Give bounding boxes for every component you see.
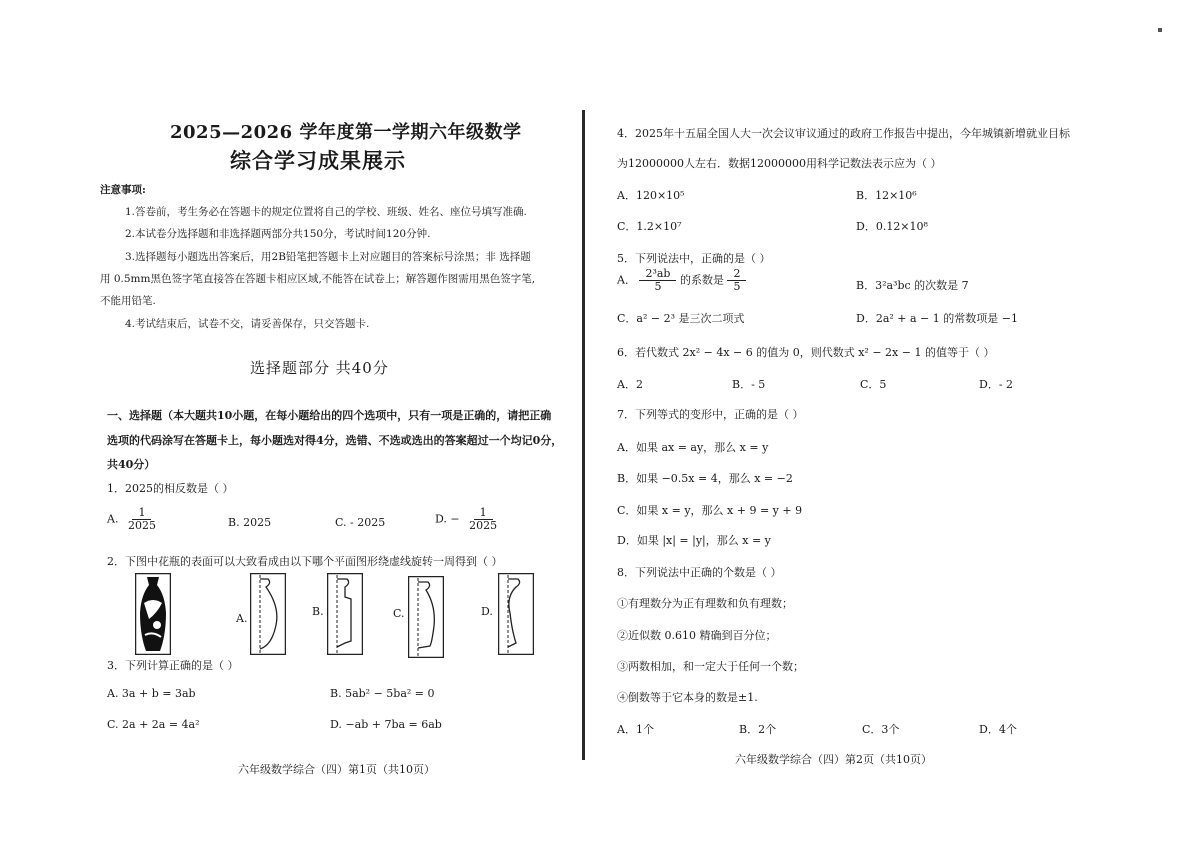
exam-subtitle: 综合学习成果展示 — [230, 149, 406, 173]
page-2 — [612, 0, 1082, 847]
q4-option-c: C．1.2×10⁷ — [617, 220, 682, 233]
q8-option-d: D．4个 — [979, 723, 1017, 736]
half-vase-a-icon — [250, 573, 286, 655]
q8-option-c: C．3个 — [862, 723, 900, 736]
vase-figure — [135, 573, 169, 653]
q3-option-a: A. 3a + b = 3ab — [107, 687, 196, 700]
q3-option-d: D. −ab + 7ba = 6ab — [330, 718, 442, 731]
instructions-line: 选项的代码涂写在答题卡上，每小题选对得4分，选错、不选或选出的答案超过一个均记0分， — [107, 434, 563, 447]
instructions-line: 一、选择题（本大题共10小题，在每小题给出的四个选项中，只有一项是正确的，请把正确 — [107, 409, 552, 422]
q5-option-b: B．3²a³bc 的次数是 7 — [856, 279, 969, 292]
q8-statement: ②近似数 0.610 精确到百分位； — [617, 629, 777, 642]
q2-label-d: D. — [481, 605, 493, 618]
question-4-stem-cont: 为12000000人左右．数据12000000用科学记数法表示应为（ ） — [617, 157, 942, 170]
page-1 — [95, 0, 565, 847]
q8-option-b: B．2个 — [739, 723, 777, 736]
page-footer: 六年级数学综合（四）第1页（共10页） — [238, 763, 435, 776]
vase-icon — [135, 573, 171, 655]
q5-option-d: D．2a² + a − 1 的常数项是 −1 — [856, 312, 1018, 325]
q1-option-d: D. − $\frac{1}{2025}$ — [435, 506, 498, 533]
q4-option-b: B．12×10⁶ — [856, 189, 917, 202]
question-3-stem: 3．下列计算正确的是（ ） — [107, 659, 239, 672]
q7-option-c: C．如果 x = y，那么 x + 9 = y + 9 — [617, 504, 803, 517]
q1-option-b: B. 2025 — [228, 516, 272, 529]
question-8-stem: 8．下列说法中正确的个数是（ ） — [617, 566, 782, 579]
q5-option-c: C．a² − 2³ 是三次二项式 — [617, 312, 745, 325]
page-divider — [582, 110, 585, 760]
question-2-stem: 2．下图中花瓶的表面可以大致看成由以下哪个平面图形绕虚线旋转一周得到（ ） — [107, 555, 503, 568]
q3-option-b: B. 5ab² − 5ba² = 0 — [330, 687, 435, 700]
note-item: 1.答卷前，考生务必在答题卡的规定位置将自己的学校、班级、姓名、座位号填写准确. — [125, 206, 527, 218]
half-vase-b-icon — [327, 573, 363, 655]
question-4-stem: 4．2025年十五届全国人大一次会议审议通过的政府工作报告中提出，今年城镇新增就业目标 — [617, 127, 1070, 140]
q2-option-a-figure — [250, 573, 284, 653]
exam-title: 2025—2026 学年度第一学期六年级数学 — [170, 122, 522, 143]
note-item: 不能用铅笔. — [100, 295, 156, 307]
q6-option-a: A．2 — [617, 378, 643, 391]
q7-option-b: B．如果 −0.5x = 4，那么 x = −2 — [617, 472, 793, 485]
q7-option-a: A．如果 ax = ay，那么 x = y — [617, 441, 769, 454]
note-item: 用 0.5mm黑色签字笔直接答在答题卡相应区域,不能答在试卷上；解答题作图需用黑色签字笔, — [100, 273, 536, 285]
q4-option-a: A．120×10⁵ — [617, 189, 685, 202]
question-6-stem: 6．若代数式 2x² − 4x − 6 的值为 0，则代数式 x² − 2x − 1 的值等于（ ） — [617, 346, 995, 359]
note-item: 4.考试结束后，试卷不交，请妥善保存，只交答题卡. — [125, 318, 370, 330]
q3-option-c: C. 2a + 2a = 4a² — [107, 718, 200, 731]
q2-option-b-figure — [327, 573, 361, 653]
corner-mark — [1158, 28, 1162, 32]
q2-option-d-figure — [498, 573, 532, 653]
page-footer: 六年级数学综合（四）第2页（共10页） — [735, 753, 932, 766]
q1-option-c: C. - 2025 — [335, 516, 386, 529]
q2-label-a: A. — [236, 612, 248, 625]
instructions-line: 共40分） — [107, 458, 156, 471]
note-item: 2.本试卷分选择题和非选择题两部分共150分，考试时间120分钟. — [125, 228, 431, 240]
question-7-stem: 7．下列等式的变形中，正确的是（ ） — [617, 408, 804, 421]
q8-statement: ①有理数分为正有理数和负有理数； — [617, 597, 793, 610]
q8-statement: ④倒数等于它本身的数是±1. — [617, 691, 758, 704]
question-1-stem: 1．2025的相反数是（ ） — [107, 482, 234, 495]
q8-option-a: A．1个 — [617, 723, 654, 736]
q6-option-c: C．5 — [860, 378, 887, 391]
q2-label-c: C. — [393, 607, 405, 620]
half-vase-c-icon — [408, 576, 444, 658]
q2-option-c-figure — [408, 576, 442, 656]
q7-option-d: D．如果 |x| = |y|，那么 x = y — [617, 534, 771, 547]
note-item: 3.选择题每小题选出答案后，用2B铅笔把答题卡上对应题目的答案标号涂黑；非 选择题 — [125, 251, 531, 263]
section-title: 选择题部分 共40分 — [250, 359, 389, 377]
q6-option-d: D．- 2 — [979, 378, 1014, 391]
q8-statement: ③两数相加，和一定大于任何一个数； — [617, 660, 804, 673]
q6-option-b: B．- 5 — [732, 378, 766, 391]
q5-option-a: A． $\frac{\text{2³ab}}{5}$ 的系数是 $\frac{2}{5}$ — [617, 268, 746, 293]
q4-option-d: D．0.12×10⁸ — [856, 220, 928, 233]
q1-option-a: A. $\frac{1}{2025}$ — [107, 506, 156, 533]
question-5-stem: 5．下列说法中，正确的是（ ） — [617, 252, 771, 265]
notes-heading: 注意事项: — [100, 184, 146, 196]
half-vase-d-icon — [498, 573, 534, 655]
q2-label-b: B. — [312, 605, 324, 618]
